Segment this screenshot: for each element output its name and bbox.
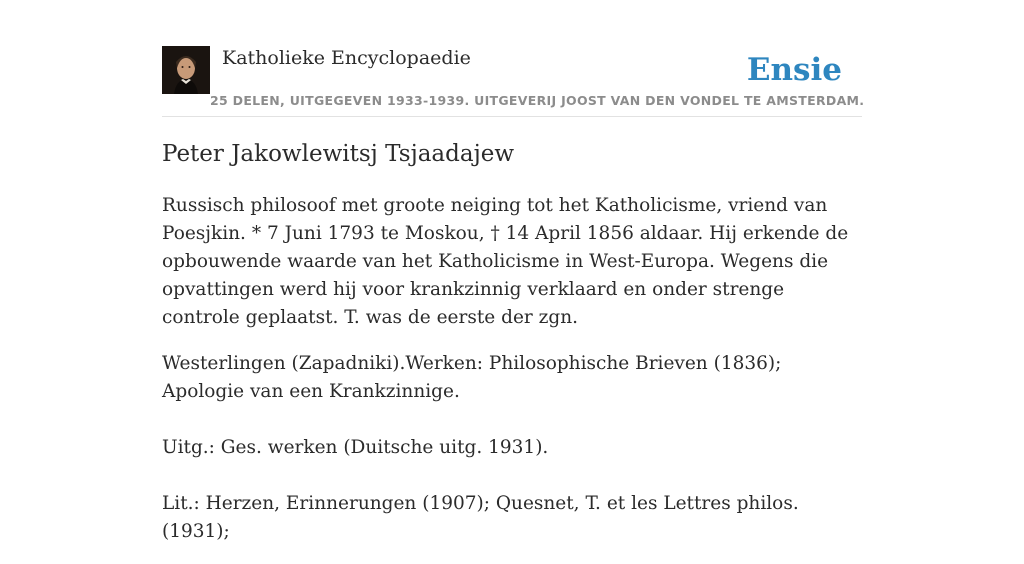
article-paragraph: Russisch philosoof met groote neiging tot het Katholicisme, vriend van Poesjkin. * 7 Juni 1793 te Moskou, † 14 April 1856 aldaar. Hij erkende de opbouwende waarde van het Katholicisme in West-Europa. Wegens die opvattingen werd hij voor krankzinnig verklaard en onder strenge controle geplaatst. T. was de eerste der zgn.	[162, 195, 849, 328]
source-meta: 25 DELEN, UITGEGEVEN 1933-1939. UITGEVERIJ JOOST VAN DEN VONDEL TE AMSTERDAM.	[210, 93, 865, 108]
article-paragraph: Westerlingen (Zapadniki).Werken: Philosophische Brieven (1836); Apologie van een Krankzinnige.	[162, 353, 782, 402]
source-title[interactable]: Katholieke Encyclopaedie	[222, 47, 471, 69]
article-body	[162, 192, 862, 564]
article-paragraph: Lit.: Herzen, Erinnerungen (1907); Quesnet, T. et les Lettres philos. (1931);	[162, 493, 799, 542]
brand-logo[interactable]: Ensie	[746, 52, 842, 88]
article-paragraph: Uitg.: Ges. werken (Duitsche uitg. 1931).	[162, 437, 549, 458]
site-header	[162, 46, 865, 117]
portrait-avatar-icon[interactable]	[162, 46, 210, 94]
article-title: Peter Jakowlewitsj Tsjaadajew	[162, 141, 515, 167]
